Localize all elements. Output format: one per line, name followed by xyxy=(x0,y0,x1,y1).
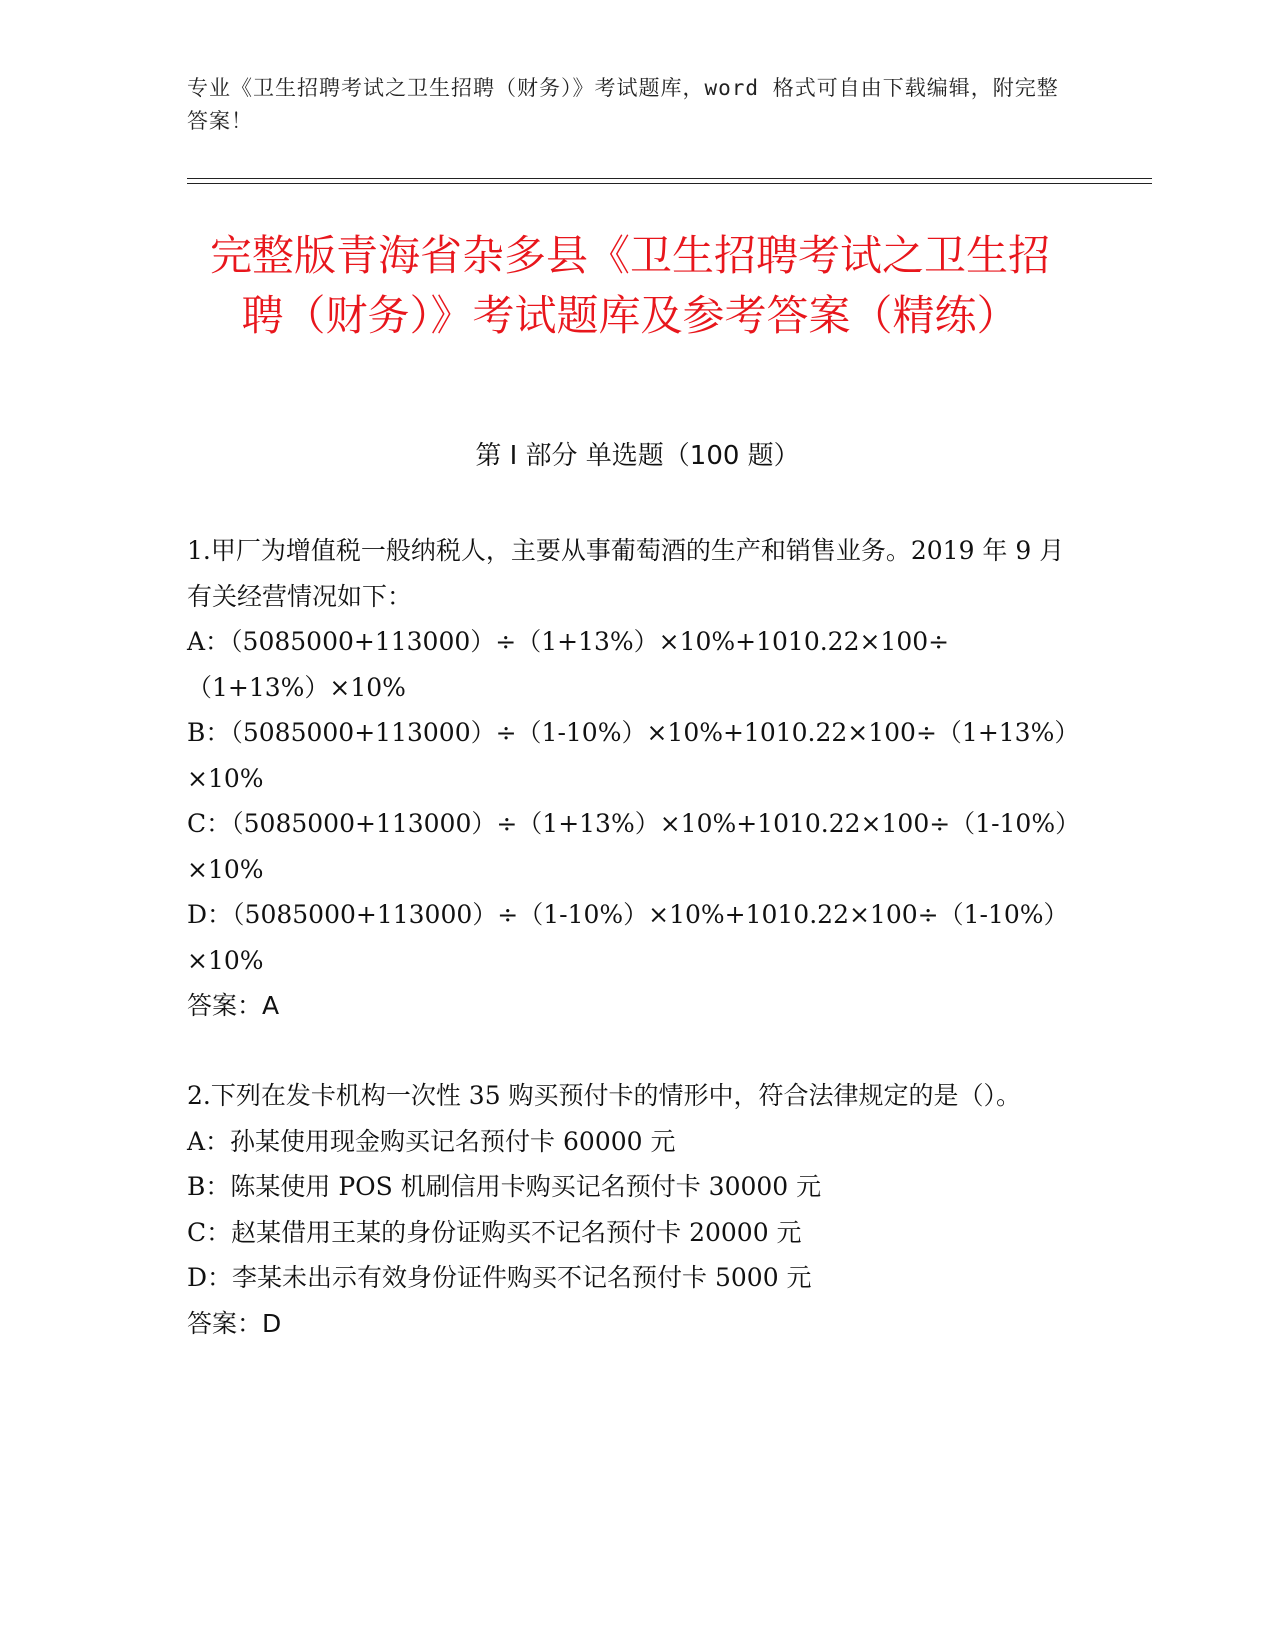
option-c: C：（5085000+113000）÷（1+13%）×10%+1010.22×100÷（1-10%）×10% xyxy=(187,809,1068,884)
header-divider-bottom xyxy=(187,183,1152,184)
option-a: A：孙某使用现金购买记名预付卡 60000 元 xyxy=(187,1126,676,1156)
question-2 xyxy=(187,1073,1077,1346)
option-d: D：（5085000+113000）÷（1-10%）×10%+1010.22×100÷（1-10%）×10% xyxy=(187,900,1069,975)
header-divider-top xyxy=(187,178,1152,179)
answer-label: 答案：D xyxy=(187,1308,282,1338)
document-title: 完整版青海省杂多县《卫生招聘考试之卫生招聘（财务）》考试题库及参考答案（精练） xyxy=(209,231,1050,340)
option-b: B：陈某使用 POS 机刷信用卡购买记名预付卡 30000 元 xyxy=(187,1172,822,1201)
option-c: C：赵某借用王某的身份证购买不记名预付卡 20000 元 xyxy=(187,1217,802,1247)
question-stem: 2.下列在发卡机构一次性 35 购买预付卡的情形中，符合法律规定的是（）。 xyxy=(187,1081,1022,1110)
header-note: 专业《卫生招聘考试之卫生招聘（财务）》考试题库，word 格式可自由下载编辑，附完整答案！ xyxy=(187,76,1059,133)
question-stem: 1.甲厂为增值税一般纳税人，主要从事葡萄酒的生产和销售业务。2019 年 9 月有关经营情况如下： xyxy=(187,536,1065,611)
option-d: D：李某未出示有效身份证件购买不记名预付卡 5000 元 xyxy=(187,1263,812,1292)
answer-label: 答案：A xyxy=(187,991,280,1020)
option-a: A：（5085000+113000）÷（1+13%）×10%+1010.22×100÷（1+13%）×10% xyxy=(187,627,950,702)
section-title: 第 I 部分 单选题（100 题） xyxy=(475,441,800,471)
option-b: B：（5085000+113000）÷（1-10%）×10%+1010.22×100÷（1+13%）×10% xyxy=(187,718,1067,793)
question-1 xyxy=(187,528,1077,1029)
